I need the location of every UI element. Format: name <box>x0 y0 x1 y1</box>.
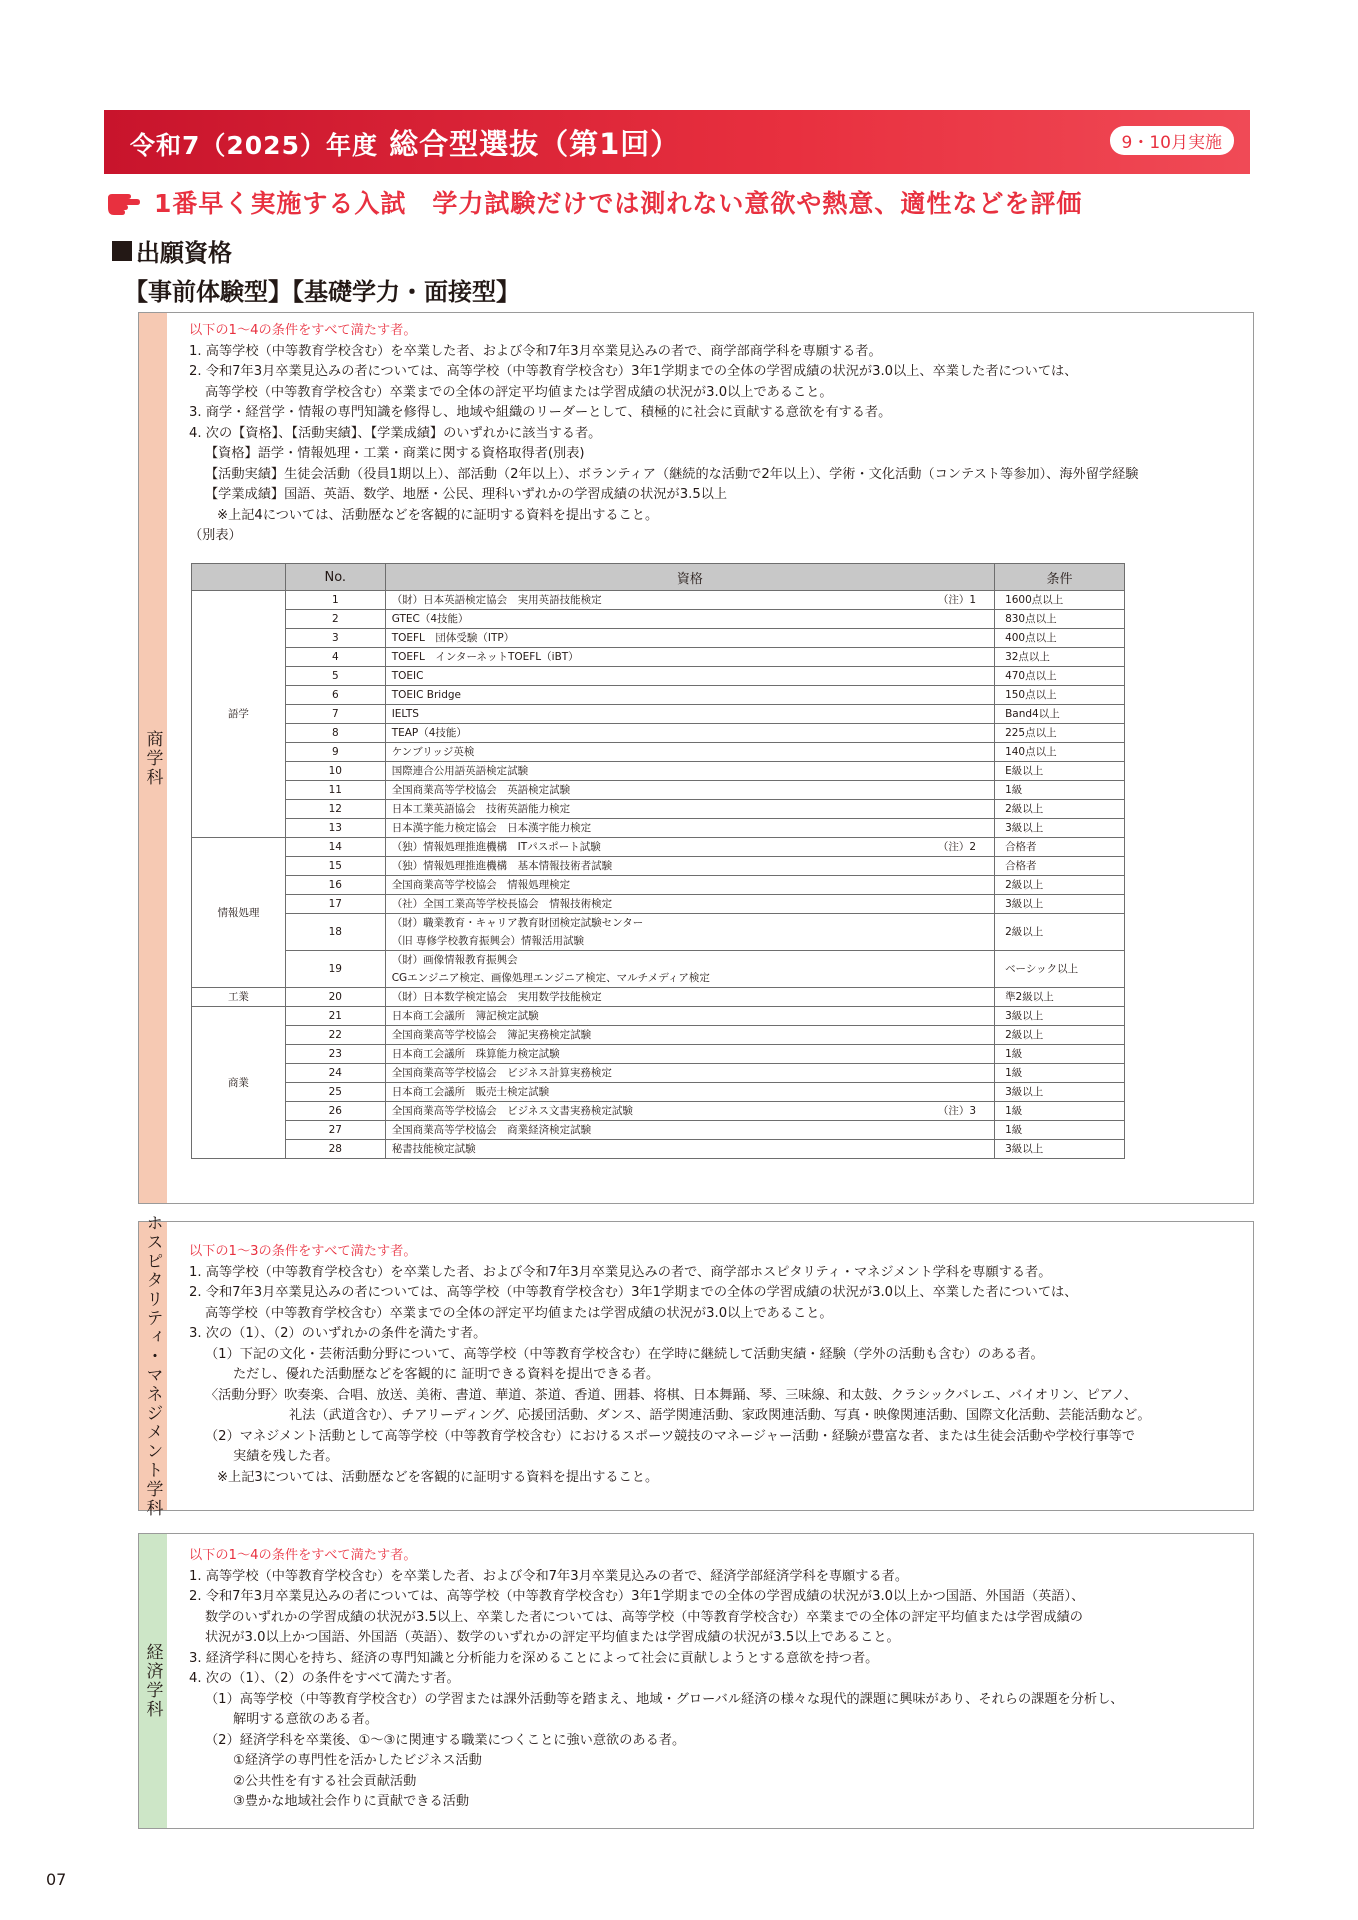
condition-line: 礼法（武道含む）、チアリーディング、応援団活動、ダンス、語学関連活動、家政関連活動、写真・映像関連活動、国際文化活動、芸能活動など。 <box>289 1408 1151 1423</box>
no-cell: 18 <box>285 914 385 951</box>
qualification-cell: 秘書技能検定試験 <box>385 1140 994 1159</box>
title-banner <box>104 110 1250 174</box>
condition-cell: 1級 <box>995 1121 1125 1140</box>
condition-line: 数学のいずれかの学習成績の状況が3.5以上、卒業した者については、高等学校（中等教育学校含む）卒業までの全体の評定平均値または学習成績の <box>205 1609 1083 1625</box>
no-cell: 20 <box>285 988 385 1007</box>
no-cell: 5 <box>285 667 385 686</box>
condition-cell: Band4以上 <box>995 705 1125 724</box>
condition-line: ①経済学の専門性を活かしたビジネス活動 <box>233 1753 482 1768</box>
table-row <box>192 648 1125 667</box>
table-row <box>192 610 1125 629</box>
condition-line: 状況が3.0以上かつ国語、外国語（英語）、数学のいずれかの評定平均値または学習成績の状況が3.5以上であること。 <box>205 1630 900 1645</box>
qualification-cell: 日本商工会議所 販売士検定試験 <box>385 1083 994 1102</box>
qualification-cell: 国際連合公用語英語検定試験 <box>385 762 994 781</box>
qualification-cell: TOEIC Bridge <box>385 686 994 705</box>
no-cell: 15 <box>285 857 385 876</box>
note-marker: （注）2 <box>937 841 977 853</box>
condition-line: ※上記4については、活動歴などを客観的に証明する資料を提出すること。 <box>217 507 659 523</box>
condition-cell: 3級以上 <box>995 1083 1125 1102</box>
no-cell: 16 <box>285 876 385 895</box>
no-cell: 2 <box>285 610 385 629</box>
no-cell: 28 <box>285 1140 385 1159</box>
qualification-cell <box>385 838 994 857</box>
condition-line: 1. 高等学校（中等教育学校含む）を卒業した者、および令和7年3月卒業見込みの者で、商学部商学科を専願する者。 <box>189 343 882 359</box>
note-marker: （注）1 <box>937 594 977 606</box>
commerce-label-text: 商学科 <box>142 729 163 787</box>
condition-cell: 1級 <box>995 1045 1125 1064</box>
table-row <box>192 705 1125 724</box>
qualification-cell: 全国商業高等学校協会 簿記実務検定試験 <box>385 1026 994 1045</box>
condition-cell: ベーシック以上 <box>995 951 1125 988</box>
condition-line: 【学業成績】国語、英語、数学、地歴・公民、理科いずれかの学習成績の状況が3.5以上 <box>205 487 728 502</box>
category-cell: 商業 <box>192 1007 286 1159</box>
condition-cell: 3級以上 <box>995 1007 1125 1026</box>
condition-line: 高等学校（中等教育学校含む）卒業までの全体の評定平均値または学習成績の状況が3.0以上であること。 <box>205 384 833 400</box>
no-cell: 26 <box>285 1102 385 1121</box>
condition-cell: 1級 <box>995 1102 1125 1121</box>
table-header-category <box>192 564 286 591</box>
table-row <box>192 1121 1125 1140</box>
condition-line: （2）経済学科を卒業後、①～③に関連する職業につくことに強い意欲のある者。 <box>205 1732 686 1748</box>
table-row <box>192 876 1125 895</box>
banner-title <box>130 122 680 163</box>
condition-line: ②公共性を有する社会貢献活動 <box>233 1773 417 1789</box>
square-bullet-icon <box>112 241 132 261</box>
qualification-cell <box>385 591 994 610</box>
no-cell: 7 <box>285 705 385 724</box>
table-row <box>192 857 1125 876</box>
condition-line: 3. 次の（1）、（2）のいずれかの条件を満たす者。 <box>189 1326 487 1341</box>
qualification-text: （財）職業教育・キャリア教育財団検定試験センター <box>391 917 644 929</box>
banner-title-prefix: 令和7（2025）年度 <box>130 131 378 160</box>
qualification-text: （独）情報処理推進機構 ITパスポート試験 <box>391 841 601 853</box>
qualification-cell: TOEFL 団体受験（ITP） <box>385 629 994 648</box>
condition-line: （1）高等学校（中等教育学校含む）の学習または課外活動等を踏まえ、地域・グローバル経済の様々な現代的課題に興味があり、それらの課題を分析し、 <box>205 1691 1124 1707</box>
table-row <box>192 988 1125 1007</box>
qualification-cell: 日本商工会議所 珠算能力検定試験 <box>385 1045 994 1064</box>
banner-title-main: 総合型選抜（第1回） <box>389 127 681 161</box>
qualification-cell <box>385 951 994 988</box>
qualification-table <box>191 563 1125 1159</box>
table-row <box>192 819 1125 838</box>
no-cell: 27 <box>285 1121 385 1140</box>
condition-line: 〈活動分野〉吹奏楽、合唱、放送、美術、書道、華道、茶道、香道、囲碁、将棋、日本舞踊、琴、三味線、和太鼓、クラシックバレエ、バイオリン、ピアノ、 <box>205 1387 1138 1403</box>
no-cell: 19 <box>285 951 385 988</box>
table-row <box>192 1045 1125 1064</box>
qualification-cell: 全国商業高等学校協会 ビジネス計算実務検定 <box>385 1064 994 1083</box>
commerce-conditions <box>189 321 1243 547</box>
no-cell: 12 <box>285 800 385 819</box>
hospitality-panel <box>138 1214 1254 1518</box>
condition-line: 高等学校（中等教育学校含む）卒業までの全体の評定平均値または学習成績の状況が3.0以上であること。 <box>205 1305 833 1321</box>
qualification-text: 全国商業高等学校協会 ビジネス文書実務検定試験 <box>391 1105 633 1117</box>
qualification-cell: GTEC（4技能） <box>385 610 994 629</box>
no-cell: 4 <box>285 648 385 667</box>
condition-line: 以下の1～4の条件をすべて満たす者。 <box>189 1548 417 1563</box>
qualification-cell: 日本漢字能力検定協会 日本漢字能力検定 <box>385 819 994 838</box>
condition-cell: 2級以上 <box>995 1026 1125 1045</box>
condition-cell: 2級以上 <box>995 876 1125 895</box>
economics-label <box>139 1534 167 1828</box>
headline <box>106 184 1082 220</box>
condition-line: 1. 高等学校（中等教育学校含む）を卒業した者、および令和7年3月卒業見込みの者で、経済学部経済学科を専願する者。 <box>189 1568 909 1584</box>
table-row <box>192 951 1125 988</box>
table-row <box>192 629 1125 648</box>
table-row <box>192 1083 1125 1102</box>
table-row <box>192 591 1125 610</box>
table-row <box>192 838 1125 857</box>
qualification-cell: ケンブリッジ英検 <box>385 743 994 762</box>
condition-cell: 合格者 <box>995 838 1125 857</box>
qualification-text-line2: CGエンジニア検定、画像処理エンジニア検定、マルチメディア検定 <box>391 972 710 984</box>
condition-cell: 2級以上 <box>995 800 1125 819</box>
table-row <box>192 895 1125 914</box>
condition-line: 3. 商学・経営学・情報の専門知識を修得し、地域や組織のリーダーとして、積極的に社会に貢献する意欲を有する者。 <box>189 405 892 420</box>
condition-line: （別表） <box>189 528 242 543</box>
condition-line: 【活動実績】生徒会活動（役員1期以上）、部活動（2年以上）、ボランティア（継続的な活動で2年以上）、学術・文化活動（コンテスト等参加）、海外留学経験 <box>205 466 1139 482</box>
condition-line: 4. 次の（1）、（2）の条件をすべて満たす者。 <box>189 1671 460 1686</box>
condition-cell: 3級以上 <box>995 1140 1125 1159</box>
no-cell: 8 <box>285 724 385 743</box>
condition-line: 実績を残した者。 <box>233 1449 339 1464</box>
no-cell: 9 <box>285 743 385 762</box>
qualification-cell: （独）情報処理推進機構 基本情報技術者試験 <box>385 857 994 876</box>
condition-cell: 3級以上 <box>995 819 1125 838</box>
no-cell: 17 <box>285 895 385 914</box>
no-cell: 13 <box>285 819 385 838</box>
condition-cell: 470点以上 <box>995 667 1125 686</box>
economics-label-text: 経済学科 <box>142 1643 163 1719</box>
no-cell: 22 <box>285 1026 385 1045</box>
condition-cell: 150点以上 <box>995 686 1125 705</box>
table-row <box>192 667 1125 686</box>
condition-cell: 合格者 <box>995 857 1125 876</box>
condition-line: 以下の1～3の条件をすべて満たす者。 <box>189 1244 417 1259</box>
qualification-cell: 全国商業高等学校協会 商業経済検定試験 <box>385 1121 994 1140</box>
condition-cell: 140点以上 <box>995 743 1125 762</box>
condition-line: （1）下記の文化・芸術活動分野について、高等学校（中等教育学校含む）在学時に継続して活動実績・経験（学外の活動も含む）のある者。 <box>205 1346 1044 1362</box>
condition-line: 2. 令和7年3月卒業見込みの者については、高等学校（中等教育学校含む）3年1学期までの全体の学習成績の状況が3.0以上、卒業した者については、 <box>189 364 1078 379</box>
headline-text: 1番早く実施する入試 学力試験だけでは測れない意欲や熱意、適性などを評価 <box>154 189 1083 218</box>
table-row <box>192 1026 1125 1045</box>
condition-line: 以下の1～4の条件をすべて満たす者。 <box>189 323 417 338</box>
condition-cell: 2級以上 <box>995 914 1125 951</box>
table-header-qualification: 資格 <box>385 564 994 591</box>
no-cell: 1 <box>285 591 385 610</box>
section-title <box>112 233 232 268</box>
qualification-cell: TOEFL インターネットTOEFL（iBT） <box>385 648 994 667</box>
category-cell: 語学 <box>192 591 286 838</box>
condition-line: 3. 経済学科に関心を持ち、経済の専門知識と分析能力を深めることによって社会に貢献しようとする意欲を持つ者。 <box>189 1650 879 1666</box>
qualification-cell <box>385 1102 994 1121</box>
qualification-cell: TOEIC <box>385 667 994 686</box>
table-row <box>192 762 1125 781</box>
condition-line: （2）マネジメント活動として高等学校（中等教育学校含む）におけるスポーツ競技のマネージャー活動・経験が豊富な者、または生徒会活動や学校行事等で <box>205 1428 1136 1444</box>
qualification-cell: （社）全国工業高等学校長協会 情報技術検定 <box>385 895 994 914</box>
no-cell: 6 <box>285 686 385 705</box>
no-cell: 24 <box>285 1064 385 1083</box>
pointing-hand-icon <box>106 188 140 216</box>
condition-cell: 3級以上 <box>995 895 1125 914</box>
condition-line: ③豊かな地域社会作りに貢献できる活動 <box>233 1794 470 1809</box>
table-row <box>192 914 1125 951</box>
table-row <box>192 781 1125 800</box>
condition-cell: 1級 <box>995 1064 1125 1083</box>
qualification-cell: （財）日本数学検定協会 実用数学技能検定 <box>385 988 994 1007</box>
qualification-text: （財）日本英語検定協会 実用英語技能検定 <box>391 594 602 606</box>
table-header-no: No. <box>285 564 385 591</box>
hospitality-conditions <box>189 1242 1243 1488</box>
condition-cell: 1級 <box>995 781 1125 800</box>
qualification-cell: TEAP（4技能） <box>385 724 994 743</box>
condition-line: 1. 高等学校（中等教育学校含む）を卒業した者、および令和7年3月卒業見込みの者で、商学部ホスピタリティ・マネジメント学科を専願する者。 <box>189 1264 1052 1280</box>
condition-cell: 準2級以上 <box>995 988 1125 1007</box>
qualification-cell: IELTS <box>385 705 994 724</box>
table-row <box>192 1064 1125 1083</box>
condition-line: 2. 令和7年3月卒業見込みの者については、高等学校（中等教育学校含む）3年1学期までの全体の学習成績の状況が3.0以上かつ国語、外国語（英語）、 <box>189 1589 1085 1604</box>
economics-conditions <box>189 1546 1243 1813</box>
condition-cell: 400点以上 <box>995 629 1125 648</box>
note-marker: （注）3 <box>937 1105 977 1117</box>
hospitality-label-text: ホスピタリティ・マネジメント学科 <box>142 1214 163 1518</box>
hospitality-label <box>139 1214 167 1518</box>
page-number: 07 <box>46 1870 67 1889</box>
qualification-text-line2: （旧 専修学校教育振興会）情報活用試験 <box>391 935 585 947</box>
no-cell: 11 <box>285 781 385 800</box>
qualification-cell: 日本商工会議所 簿記検定試験 <box>385 1007 994 1026</box>
qualification-cell: 日本工業英語協会 技術英語能力検定 <box>385 800 994 819</box>
table-row <box>192 1102 1125 1121</box>
table-header-condition: 条件 <box>995 564 1125 591</box>
table-row <box>192 743 1125 762</box>
no-cell: 21 <box>285 1007 385 1026</box>
commerce-label <box>139 313 167 1203</box>
condition-line: 解明する意欲のある者。 <box>233 1712 379 1727</box>
condition-cell: 830点以上 <box>995 610 1125 629</box>
qualification-cell <box>385 914 994 951</box>
table-row <box>192 724 1125 743</box>
no-cell: 25 <box>285 1083 385 1102</box>
qualification-cell: 全国商業高等学校協会 英語検定試験 <box>385 781 994 800</box>
table-row <box>192 1140 1125 1159</box>
table-row <box>192 686 1125 705</box>
no-cell: 14 <box>285 838 385 857</box>
condition-line: ※上記3については、活動歴などを客観的に証明する資料を提出すること。 <box>217 1469 659 1485</box>
condition-cell: 1600点以上 <box>995 591 1125 610</box>
economics-panel <box>138 1533 1254 1829</box>
no-cell: 3 <box>285 629 385 648</box>
schedule-badge: 9・10月実施 <box>1110 126 1234 155</box>
table-row <box>192 800 1125 819</box>
condition-cell: E級以上 <box>995 762 1125 781</box>
condition-cell: 32点以上 <box>995 648 1125 667</box>
no-cell: 10 <box>285 762 385 781</box>
no-cell: 23 <box>285 1045 385 1064</box>
table-header-row <box>192 564 1125 591</box>
condition-line: 2. 令和7年3月卒業見込みの者については、高等学校（中等教育学校含む）3年1学期までの全体の学習成績の状況が3.0以上、卒業した者については、 <box>189 1285 1078 1300</box>
category-cell: 工業 <box>192 988 286 1007</box>
table-row <box>192 1007 1125 1026</box>
condition-line: 4. 次の【資格】、【活動実績】、【学業成績】のいずれかに該当する者。 <box>189 425 602 441</box>
qualification-text: （財）画像情報教育振興会 <box>391 954 518 966</box>
condition-cell: 225点以上 <box>995 724 1125 743</box>
condition-line: 【資格】語学・情報処理・工業・商業に関する資格取得者(別表) <box>205 446 585 461</box>
category-cell: 情報処理 <box>192 838 286 988</box>
sub-title: 【事前体験型】【基礎学力・面接型】 <box>124 278 520 306</box>
condition-line: ただし、優れた活動歴などを客観的に 証明できる資料を提出できる者。 <box>233 1367 660 1382</box>
qualification-cell: 全国商業高等学校協会 情報処理検定 <box>385 876 994 895</box>
section-title-text: 出願資格 <box>136 239 232 267</box>
commerce-panel <box>138 312 1254 1204</box>
